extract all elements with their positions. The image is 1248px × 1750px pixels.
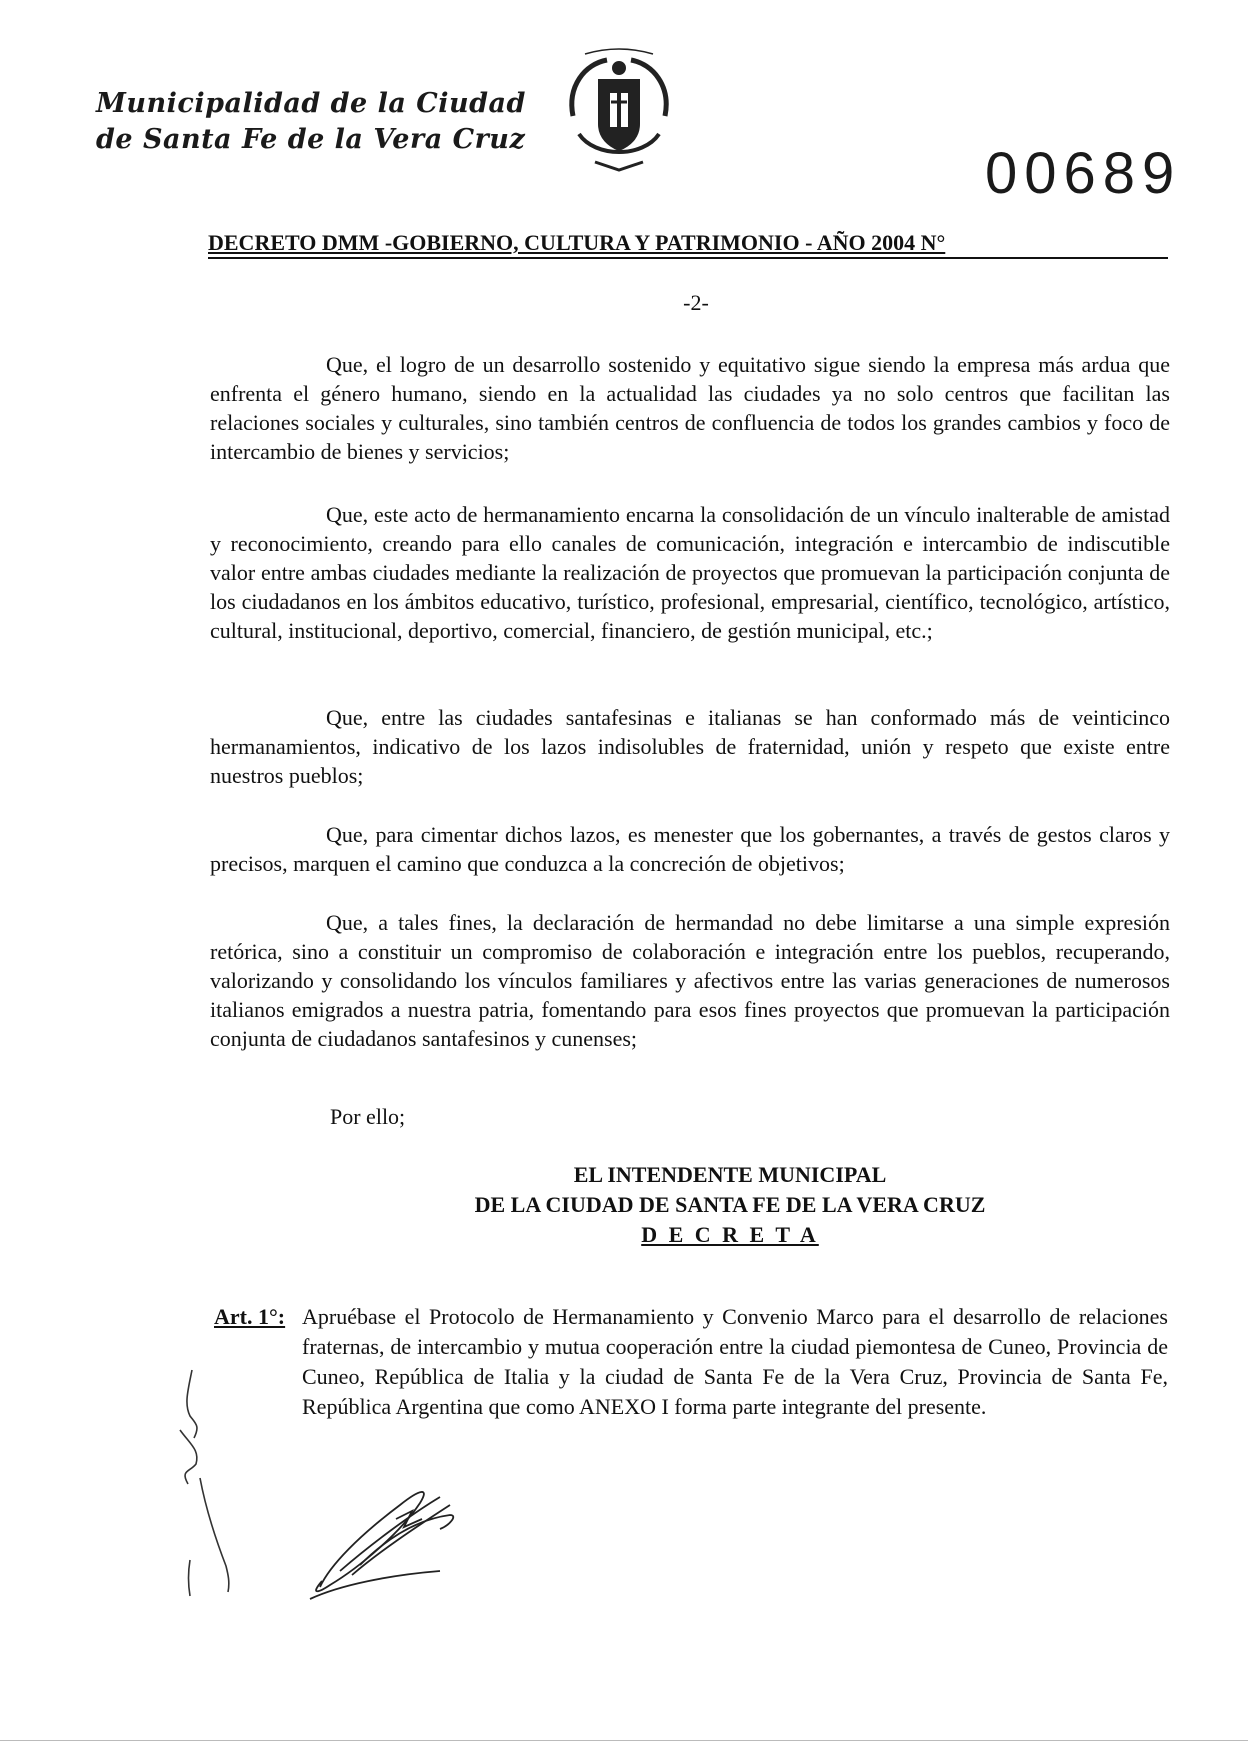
decree-header-text: DECRETO DMM -GOBIERNO, CULTURA Y PATRIMONIO - AÑO 2004 N° [208, 230, 946, 255]
authority-line-1: EL INTENDENTE MUNICIPAL [573, 1162, 887, 1187]
page-number: -2- [683, 290, 709, 315]
signature-icon [300, 1475, 470, 1605]
letterhead-line-2: de Santa Fe de la Vera Cruz [96, 124, 526, 155]
authority-block [380, 1160, 1080, 1250]
decreta-heading: D E C R E T A [641, 1222, 819, 1247]
authority-line-2: DE LA CIUDAD DE SANTA FE DE LA VERA CRUZ [474, 1192, 986, 1217]
municipal-seal-icon [555, 46, 683, 174]
por-ello: Por ello; [330, 1104, 406, 1129]
paragraph-5 [210, 908, 1170, 1053]
paragraph-3 [210, 703, 1170, 790]
decree-number: 00689 [985, 141, 1182, 206]
paragraph-text: Que, a tales fines, la declaración de hermandad no debe limitarse a una simple expresión retórica, sino a constituir un compromiso de colaboración e integración entre los pueblos, recuperando, valorizando y consolidando los vínculos familiares y afectivos entre las varias generaciones de numerosos italianos emigrados a nuestra patria, fomentando para esos fines proyectos que promuevan la participación conjunta de ciudadanos santafesinos y cunenses; [210, 910, 1170, 1051]
letterhead-line-1: Municipalidad de la Ciudad [96, 88, 526, 119]
page-edge [0, 1740, 1248, 1741]
paragraph-2 [210, 500, 1170, 645]
paragraph-1 [210, 350, 1170, 466]
letterhead [96, 86, 526, 158]
paragraph-4 [210, 820, 1170, 878]
article-1-text: Apruébase el Protocolo de Hermanamiento y Convenio Marco para el desarrollo de relaciones fraternas, de intercambio y mutua cooperación entre la ciudad piemontesa de Cuneo, Provincia de Cuneo, República de Italia y la ciudad de Santa Fe de la Vera Cruz, Provincia de Santa Fe, República Argentina que como ANEXO I forma parte integrante del presente. [302, 1304, 1168, 1419]
decree-header [208, 230, 1168, 259]
paragraph-text: Que, entre las ciudades santafesinas e italianas se han conformado más de veinticinco hermanamientos, indicativo de los lazos indisolubles de fraternidad, unión y respeto que existe entre nuestros pueblos; [210, 705, 1170, 788]
article-1-label: Art. 1°: [214, 1304, 286, 1329]
paragraph-text: Que, el logro de un desarrollo sostenido y equitativo sigue siendo la empresa más ardua que enfrenta el género humano, siendo en la actualidad las ciudades ya no solo centros que facilitan las relaciones sociales y culturales, sino también centros de confluencia de todos los grandes cambios y foco de intercambio de bienes y servicios; [210, 352, 1170, 464]
paragraph-text: Que, este acto de hermanamiento encarna la consolidación de un vínculo inalterable de amistad y reconocimiento, creando para ello canales de comunicación, integración e intercambio de indiscutible valor entre ambas ciudades mediante la realización de proyectos que promuevan la participación conjunta de los ciudadanos en los ámbitos educativo, turístico, profesional, empresarial, científico, tecnológico, artístico, cultural, institucional, deportivo, comercial, financiero, de gestión municipal, etc.; [210, 502, 1170, 643]
margin-initials-icon [170, 1360, 250, 1600]
paragraph-text: Que, para cimentar dichos lazos, es menester que los gobernantes, a través de gestos claros y precisos, marquen el camino que conduzca a la concreción de objetivos; [210, 822, 1170, 876]
